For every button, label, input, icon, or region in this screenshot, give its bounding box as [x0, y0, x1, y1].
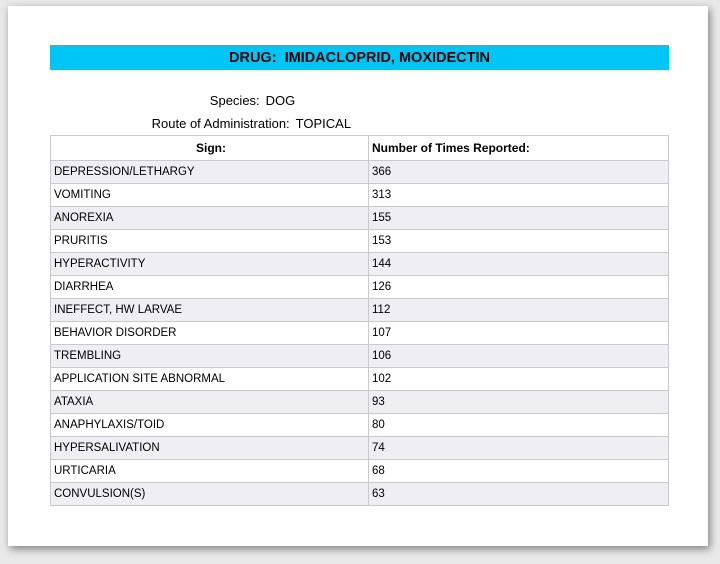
sign-cell: URTICARIA: [51, 460, 369, 483]
table-row: [51, 322, 669, 345]
count-cell: 155: [369, 207, 669, 230]
table-row: [51, 276, 669, 299]
sign-column-header: Sign:: [51, 136, 369, 161]
sign-cell: HYPERACTIVITY: [51, 253, 369, 276]
table-row: [51, 207, 669, 230]
count-cell: 102: [369, 368, 669, 391]
table-row: [51, 161, 669, 184]
count-cell: 80: [369, 414, 669, 437]
table-row: [51, 368, 669, 391]
count-cell: 68: [369, 460, 669, 483]
sign-cell: TREMBLING: [51, 345, 369, 368]
count-cell: 313: [369, 184, 669, 207]
route-label: Route of Administration:: [151, 116, 290, 131]
count-cell: 74: [369, 437, 669, 460]
count-cell: 366: [369, 161, 669, 184]
table-row: [51, 253, 669, 276]
table-row: [51, 230, 669, 253]
table-body: [51, 161, 669, 506]
count-cell: 144: [369, 253, 669, 276]
count-cell: 107: [369, 322, 669, 345]
table-row: [51, 299, 669, 322]
drug-title-banner: DRUG: IMIDACLOPRID, MOXIDECTIN: [50, 45, 669, 70]
count-cell: 93: [369, 391, 669, 414]
sign-cell: HYPERSALIVATION: [51, 437, 369, 460]
table-header-row: [51, 136, 669, 161]
sign-cell: VOMITING: [51, 184, 369, 207]
count-cell: 112: [369, 299, 669, 322]
count-cell: 63: [369, 483, 669, 506]
sign-cell: INEFFECT, HW LARVAE: [51, 299, 369, 322]
species-value: DOG: [265, 93, 296, 108]
sign-cell: ANAPHYLAXIS/TOID: [51, 414, 369, 437]
route-value: TOPICAL: [295, 116, 352, 131]
sign-cell: PRURITIS: [51, 230, 369, 253]
count-column-header: Number of Times Reported:: [369, 136, 669, 161]
sign-cell: ANOREXIA: [51, 207, 369, 230]
count-cell: 106: [369, 345, 669, 368]
table-row: [51, 184, 669, 207]
table-row: [51, 437, 669, 460]
sign-cell: DIARRHEA: [51, 276, 369, 299]
sign-cell: DEPRESSION/LETHARGY: [51, 161, 369, 184]
species-label: Species:: [209, 93, 260, 108]
table-row: [51, 483, 669, 506]
count-cell: 126: [369, 276, 669, 299]
table-row: [51, 460, 669, 483]
count-cell: 153: [369, 230, 669, 253]
sign-cell: ATAXIA: [51, 391, 369, 414]
signs-table: [50, 135, 669, 506]
table-row: [51, 345, 669, 368]
sign-cell: APPLICATION SITE ABNORMAL: [51, 368, 369, 391]
sign-cell: CONVULSION(S): [51, 483, 369, 506]
document-page: [8, 6, 708, 546]
table-row: [51, 414, 669, 437]
sign-cell: BEHAVIOR DISORDER: [51, 322, 369, 345]
table-row: [51, 391, 669, 414]
